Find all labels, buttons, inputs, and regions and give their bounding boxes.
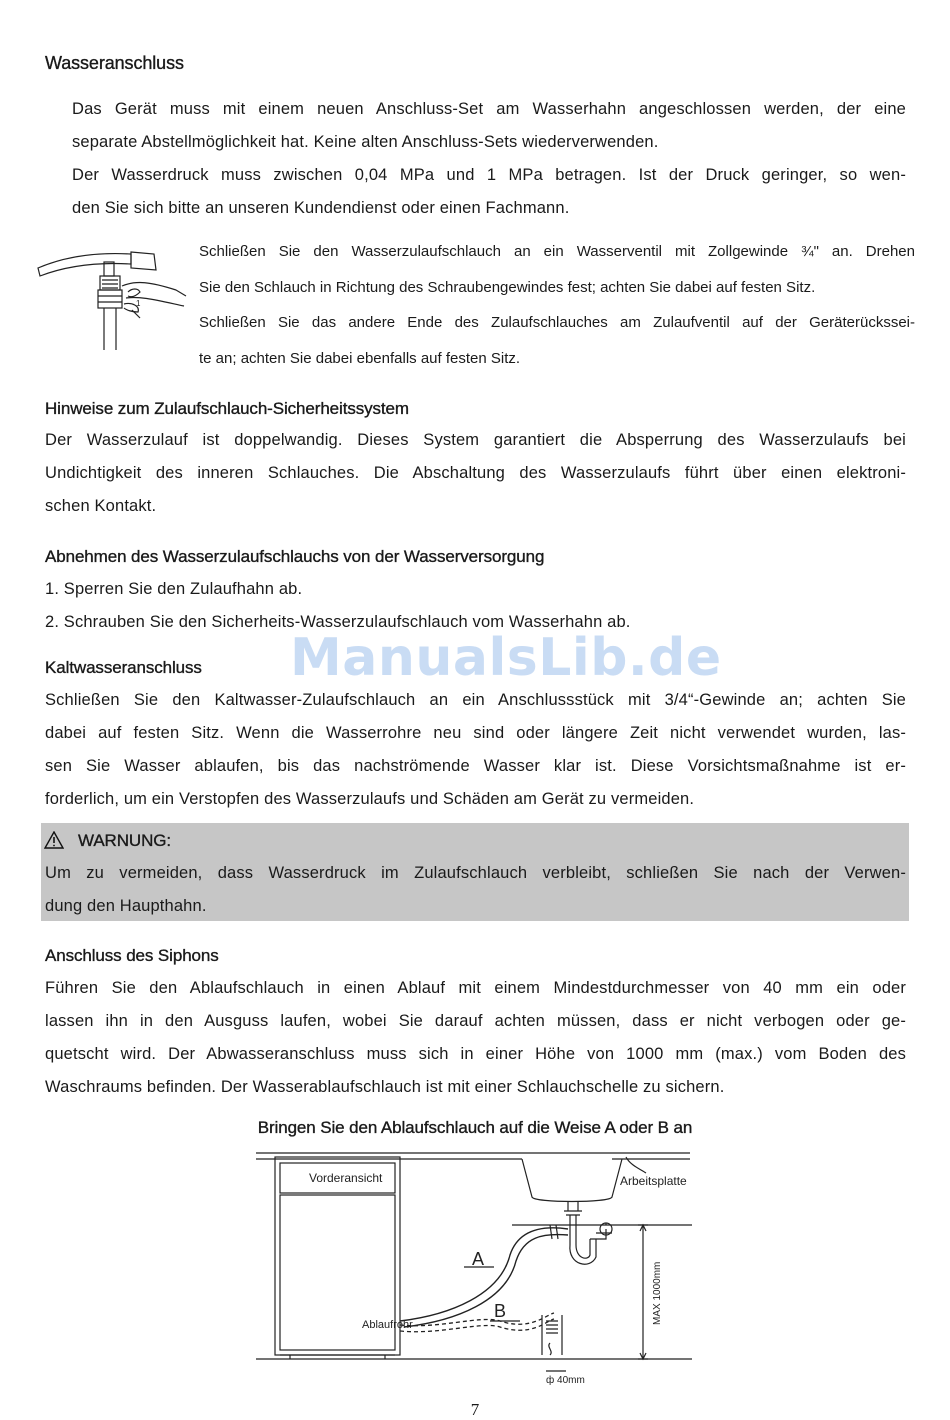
section-title-kaltwasser: Kaltwasseranschluss <box>45 658 202 677</box>
watermark: ManualsLib.de <box>290 628 722 688</box>
text-line: Schließen Sie den Kaltwasser-Zulaufschlauch an ein Anschlussstück mit 3/4“-Gewinde an; achten Sie <box>45 691 906 709</box>
faucet-connection-illustration <box>36 240 196 355</box>
section1-paragraph <box>72 93 906 225</box>
text-line: Undichtigkeit des inneren Schlauches. Die Abschaltung des Wasserzulaufs führt über einen elektroni- <box>45 464 906 482</box>
text-line: Schließen Sie das andere Ende des Zulaufschlauches am Zulaufventil auf der Geräterückssei- <box>199 314 915 331</box>
worktop-label: Arbeitsplatte <box>620 1174 687 1188</box>
text-line: schen Kontakt. <box>45 497 157 515</box>
section-title-siphon: Anschluss des Siphons <box>45 946 219 965</box>
text-line: Führen Sie den Ablaufschlauch in einen Ablauf mit einem Mindestdurchmesser von 40 mm ein oder <box>45 979 906 997</box>
drain-pipe-label: Ablaufrohr <box>362 1319 413 1331</box>
diameter-label: ф 40mm <box>546 1375 585 1385</box>
text-line: dung den Haupthahn. <box>45 897 207 915</box>
front-view-label: Vorderansicht <box>309 1171 383 1185</box>
section-title-sicherheitssystem: Hinweise zum Zulaufschlauch-Sicherheitssystem <box>45 399 409 418</box>
label-a: A <box>472 1249 485 1269</box>
hose-instructions <box>199 234 915 376</box>
text-line: Schließen Sie den Wasserzulaufschlauch an ein Wasserventil mit Zollgewinde ¾" an. Drehen <box>199 243 915 260</box>
warning-box <box>41 823 909 921</box>
text-line: den Sie sich bitte an unseren Kundendienst oder einen Fachmann. <box>72 199 570 217</box>
text-line: Das Gerät muss mit einem neuen Anschluss-Set am Wasserhahn angeschlossen werden, der eine <box>72 100 906 118</box>
text-line: forderlich, um ein Verstopfen des Wasserzulaufs und Schäden am Gerät zu vermeiden. <box>45 790 695 808</box>
text-line: sen Sie Wasser ablaufen, bis das nachströmende Wasser klar ist. Diese Vorsichtsmaßnahme ist er- <box>45 757 906 775</box>
text-line: te an; achten Sie dabei ebenfalls auf festen Sitz. <box>199 349 521 367</box>
section-title-abnehmen: Abnehmen des Wasserzulaufschlauchs von der Wasserversorgung <box>45 547 545 566</box>
text-line: Um zu vermeiden, dass Wasserdruck im Zulaufschlauch verbleibt, schließen Sie nach der Verwen- <box>45 864 906 882</box>
warning-triangle-icon <box>44 831 64 849</box>
list-item: 1. Sperren Sie den Zulaufhahn ab. <box>45 580 303 598</box>
list-item: 2. Schrauben Sie den Sicherheits-Wasserzulaufschlauch vom Wasserhahn ab. <box>45 613 631 631</box>
text-line: Waschraums befinden. Der Wasserablaufschlauch ist mit einer Schlauchschelle zu sichern. <box>45 1078 725 1096</box>
section5-paragraph <box>45 972 906 1104</box>
text-line: Der Wasserdruck muss zwischen 0,04 MPa und 1 MPa betragen. Ist der Druck geringer, so wen- <box>72 166 906 184</box>
page-number: 7 <box>470 1400 480 1419</box>
warning-text <box>45 857 906 923</box>
text-line: Der Wasserzulauf ist doppelwandig. Dieses System garantiert die Absperrung des Wasserzulaufs bei <box>45 431 906 449</box>
diagram-caption: Bringen Sie den Ablaufschlauch auf die Weise A oder B an <box>257 1118 693 1137</box>
height-label: MAX 1000mm <box>652 1261 663 1325</box>
drain-hose-diagram <box>250 1145 700 1385</box>
section-title-wasseranschluss: Wasseranschluss <box>45 53 184 73</box>
text-line: separate Abstellmöglichkeit hat. Keine alten Anschluss-Sets wiederverwenden. <box>72 133 659 151</box>
section2-paragraph <box>45 424 906 523</box>
text-line: dabei auf festen Sitz. Wenn die Wasserrohre neu sind oder längere Zeit nicht verwendet wurden, las- <box>45 724 906 742</box>
text-line: quetscht wird. Der Abwasseranschluss muss sich in einer Höhe von 1000 mm (max.) vom Boden des <box>45 1045 906 1063</box>
warning-title: WARNUNG: <box>78 831 172 850</box>
text-line: lassen ihn in den Ausguss laufen, wobei Sie darauf achten müssen, dass er nicht verbogen oder ge- <box>45 1012 906 1030</box>
text-line: Sie den Schlauch in Richtung des Schraubengewindes fest; achten Sie dabei auf festen Sitz. <box>199 278 816 296</box>
svg-text:1: 1 <box>136 299 141 308</box>
section4-paragraph <box>45 684 906 816</box>
label-b: B <box>494 1301 507 1321</box>
